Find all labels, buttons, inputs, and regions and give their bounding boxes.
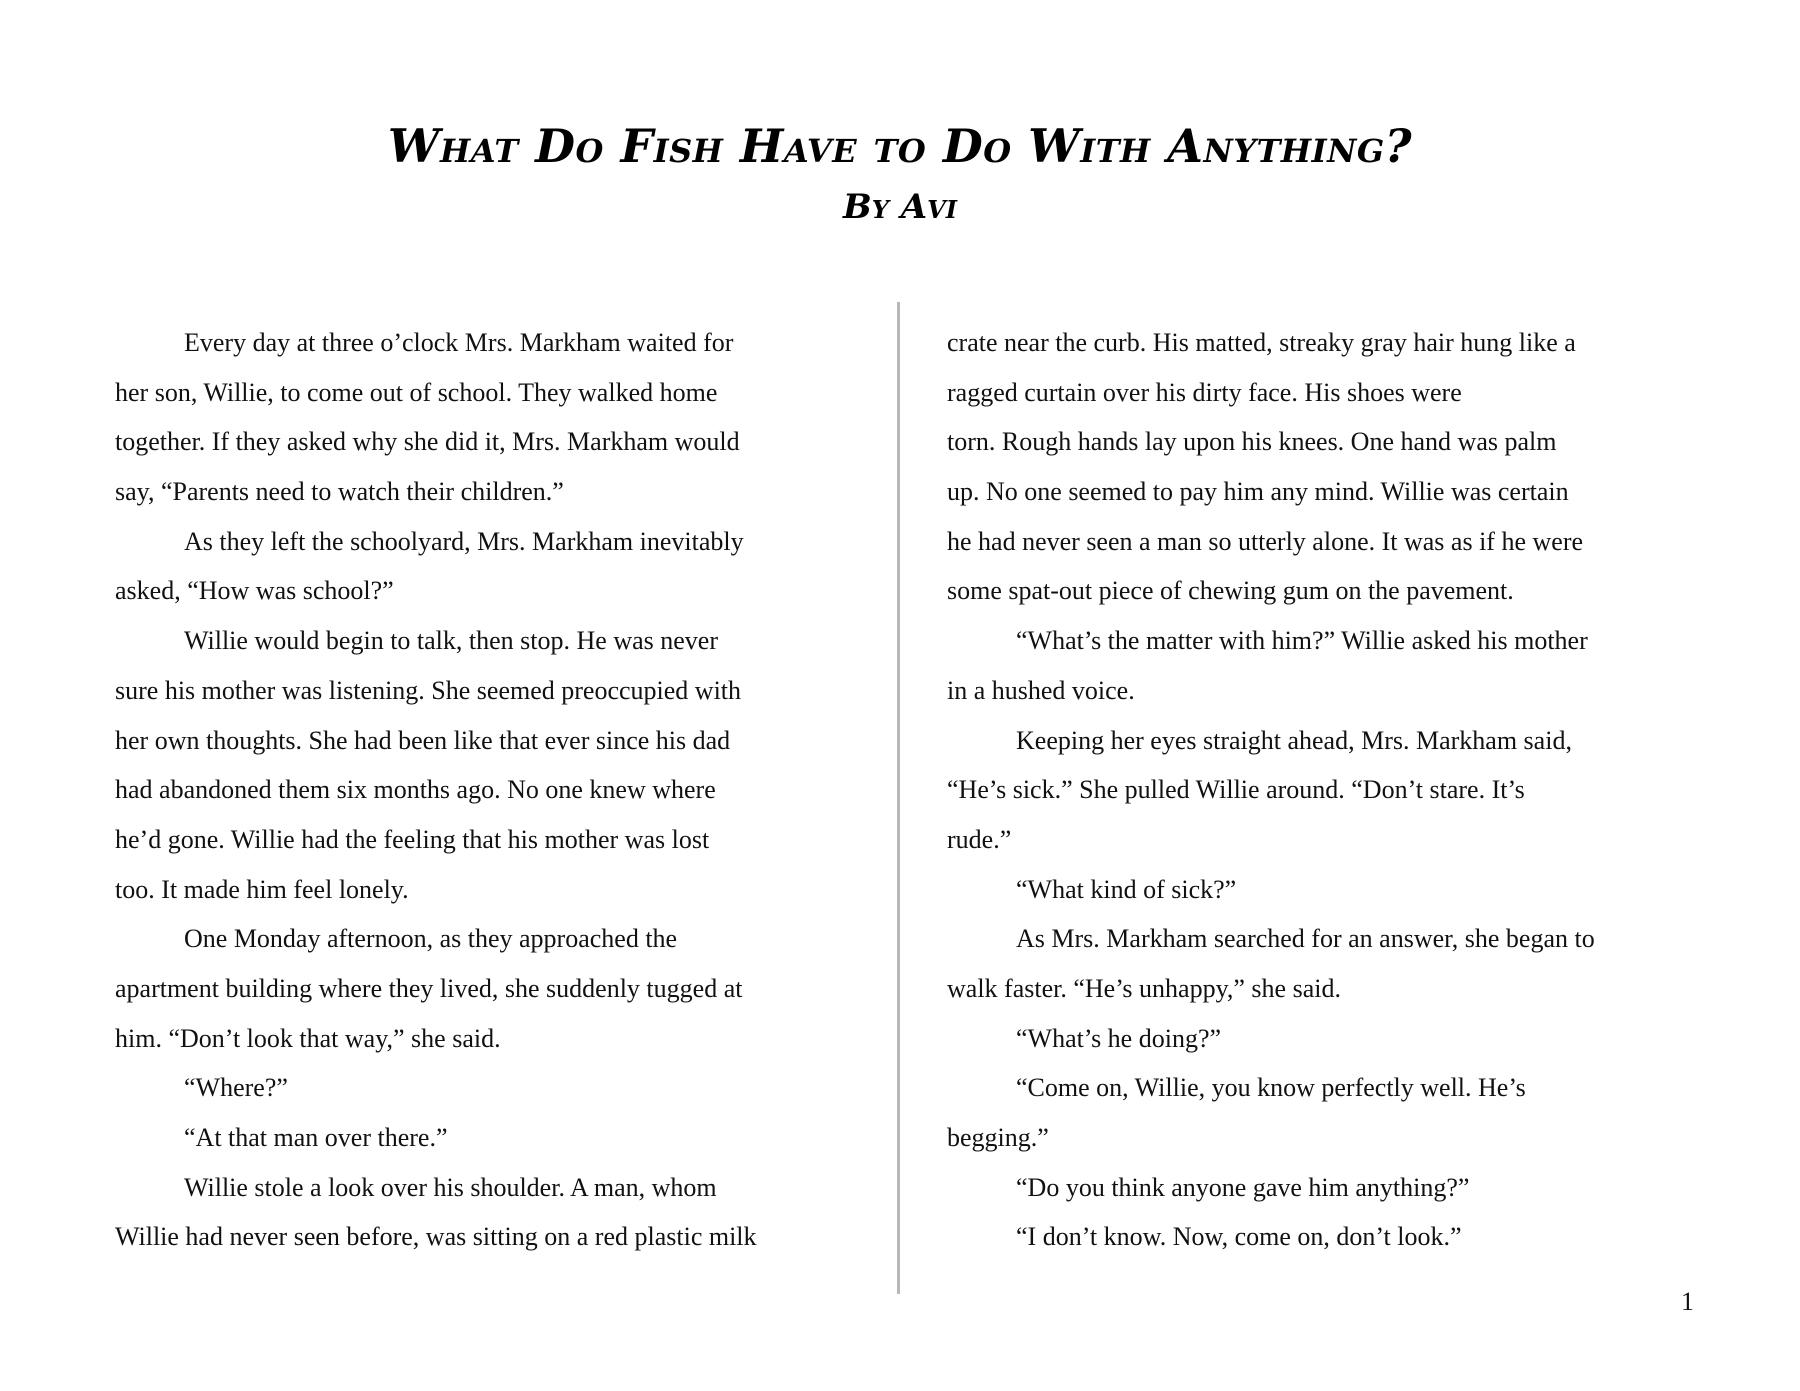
text-line: he had never seen a man so utterly alone. It was as if he were [947,526,1584,556]
text-line: sure his mother was listening. She seemed preoccupied with [115,675,742,705]
page-number: 1 [1681,1287,1694,1316]
text-line: As Mrs. Markham searched for an answer, she began to [1016,924,1595,954]
text-line: her own thoughts. She had been like that ever since his dad [115,725,731,755]
text-line: some spat-out piece of chewing gum on the pavement. [947,576,1514,606]
text-line: begging.” [947,1123,1049,1152]
text-line: “Come on, Willie, you know perfectly well. He’s [1016,1073,1526,1103]
text-line: Willie had never seen before, was sitting on a red plastic milk [115,1222,757,1252]
text-line: torn. Rough hands lay upon his knees. One hand was palm [947,427,1557,457]
text-line: him. “Don’t look that way,” she said. [115,1023,501,1053]
text-line: Willie would begin to talk, then stop. He was never [184,626,719,656]
text-line: “What kind of sick?” [1016,874,1237,904]
text-line: Keeping her eyes straight ahead, Mrs. Markham said, [1016,725,1572,755]
text-line: he’d gone. Willie had the feeling that his mother was lost [115,824,710,854]
document-title: What Do Fish Have to Do With Anything? [387,119,1413,173]
text-line: apartment building where they lived, she suddenly tugged at [115,973,743,1003]
text-line: too. It made him feel lonely. [115,874,409,904]
text-line: had abandoned them six months ago. No one knew where [115,775,716,805]
text-line: “He’s sick.” She pulled Willie around. “Don’t stare. It’s [947,775,1525,805]
column-divider [897,302,900,1294]
text-line: walk faster. “He’s unhappy,” she said. [947,973,1341,1003]
text-line: asked, “How was school?” [115,576,394,606]
text-column-left [115,318,873,1262]
text-line: “I don’t know. Now, come on, don’t look.” [1016,1222,1462,1252]
text-line: “What’s he doing?” [1016,1023,1222,1053]
text-line: her son, Willie, to come out of school. They walked home [115,377,718,407]
text-line: “What’s the matter with him?” Willie asked his mother [1016,626,1588,656]
text-line: As they left the schoolyard, Mrs. Markham inevitably [184,526,744,556]
text-line: up. No one seemed to pay him any mind. Willie was certain [947,477,1569,507]
text-line: crate near the curb. His matted, streaky gray hair hung like a [947,328,1576,357]
document-byline: By Avi [843,187,957,227]
text-line: Every day at three o’clock Mrs. Markham waited for [184,328,734,357]
text-line: rude.” [947,824,1012,854]
text-line: “At that man over there.” [184,1123,448,1152]
text-line: ragged curtain over his dirty face. His shoes were [947,377,1462,407]
text-line: “Where?” [184,1073,288,1103]
text-line: together. If they asked why she did it, Mrs. Markham would [115,427,740,457]
text-column-right [947,318,1707,1262]
text-line: Willie stole a look over his shoulder. A man, whom [184,1172,717,1202]
text-line: in a hushed voice. [947,675,1135,705]
text-line: say, “Parents need to watch their children.” [115,477,564,507]
text-line: One Monday afternoon, as they approached the [184,924,678,954]
text-line: “Do you think anyone gave him anything?” [1016,1172,1470,1202]
